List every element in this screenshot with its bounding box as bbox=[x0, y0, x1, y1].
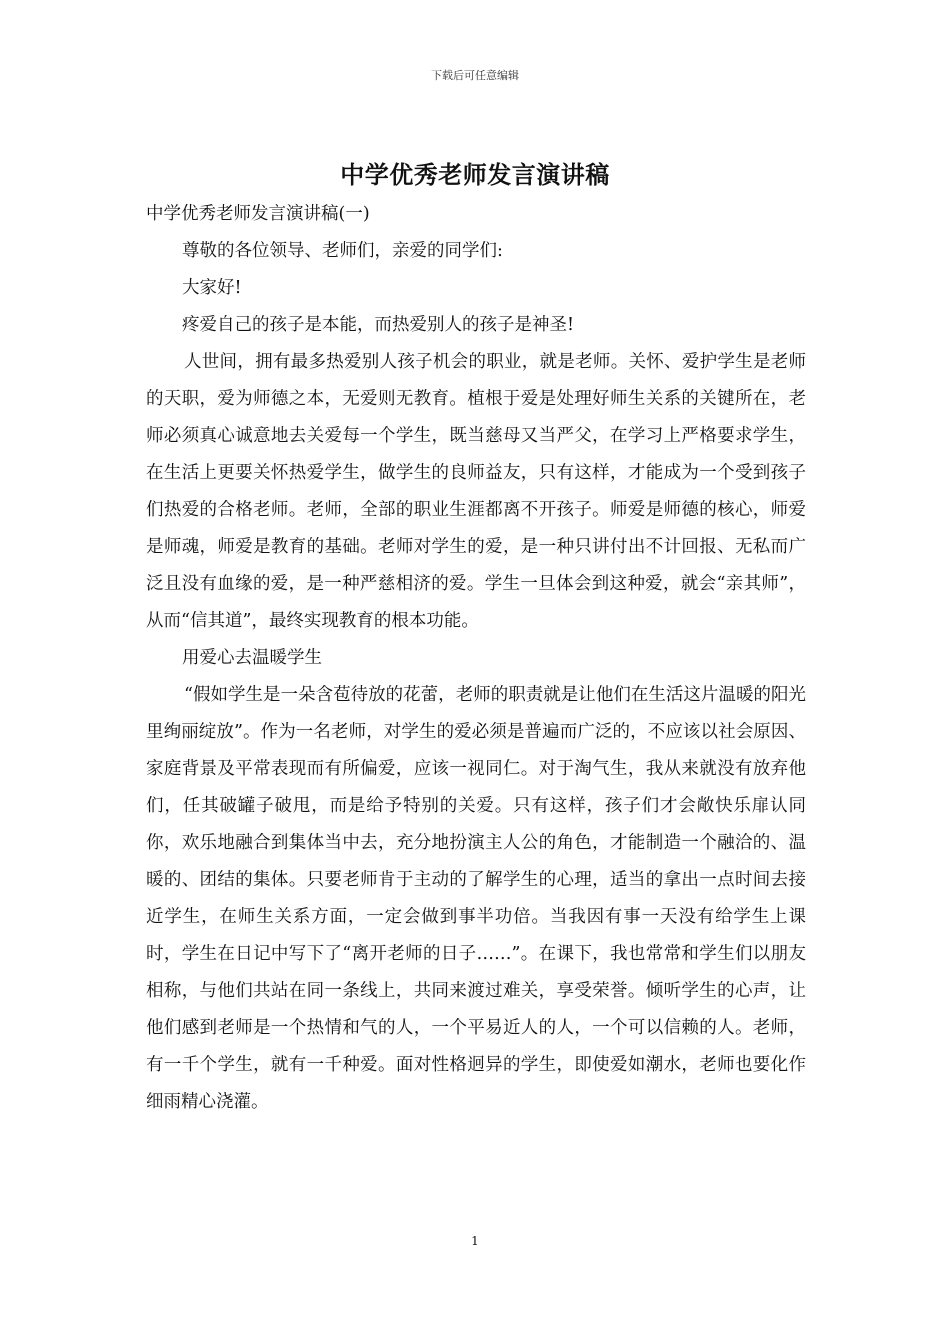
salutation-paragraph: 大家好! bbox=[182, 278, 242, 298]
opening-paragraph: 疼爱自己的孩子是本能，而热爱别人的孩子是神圣! bbox=[182, 315, 575, 335]
body-paragraph: 人世间，拥有最多热爱别人孩子机会的职业，就是老师。关怀、爱护学生是老师的天职，爱为师德之本，无爱则无教育。植根于爱是处理好师生关系的关键所在，老师必须真心诚意地去关爱每一个学生，既当慈母又当严父，在学习上严格要求学生，在生活上更要关怀热爱学生，做学生的良师益友，只有这样，才能成为一个受到孩子们热爱的合格老师。老师，全部的职业生涯都离不开孩子。师爱是师德的核心，师爱是师魂，师爱是教育的基础。老师对学生的爱，是一种只讲付出不计回报、无私而广泛且没有血缘的爱，是一种严慈相济的爱。学生一旦体会到这种爱，就会“亲其师”，从而“信其道”，最终实现教育的根本功能。 bbox=[146, 352, 806, 631]
page-number: 1 bbox=[471, 1234, 479, 1248]
header-note: 下载后可任意编辑 bbox=[431, 69, 519, 82]
greeting-paragraph: 尊敬的各位领导、老师们，亲爱的同学们: bbox=[182, 241, 503, 261]
document-title: 中学优秀老师发言演讲稿 bbox=[340, 160, 610, 189]
section-subtitle: 中学优秀老师发言演讲稿(一) bbox=[146, 204, 370, 224]
section-heading: 用爱心去温暖学生 bbox=[182, 648, 322, 668]
body-paragraph: “假如学生是一朵含苞待放的花蕾，老师的职责就是让他们在生活这片温暖的阳光里绚丽绽放”。作为一名老师，对学生的爱必须是普遍而广泛的，不应该以社会原因、家庭背景及平常表现而有所偏爱，应该一视同仁。对于淘气生，我从来就没有放弃他们，任其破罐子破甩，而是给予特别的关爱。只有这样，孩子们才会敞快乐扉认同你，欢乐地融合到集体当中去，充分地扮演主人公的角色，才能制造一个融洽的、温暖的、团结的集体。只要老师肯于主动的了解学生的心理，适当的拿出一点时间去接近学生，在师生关系方面，一定会做到事半功倍。当我因有事一天没有给学生上课时，学生在日记中写下了“离开老师的日子……”。在课下，我也常常和学生们以朋友相称，与他们共站在同一条线上，共同来渡过难关，享受荣誉。倾听学生的心声，让他们感到老师是一个热情和气的人，一个平易近人的人，一个可以信赖的人。老师，有一千个学生，就有一千种爱。面对性格迥异的学生，即使爱如潮水，老师也要化作细雨精心浇灌。 bbox=[146, 685, 806, 1112]
document-body bbox=[146, 196, 806, 1121]
